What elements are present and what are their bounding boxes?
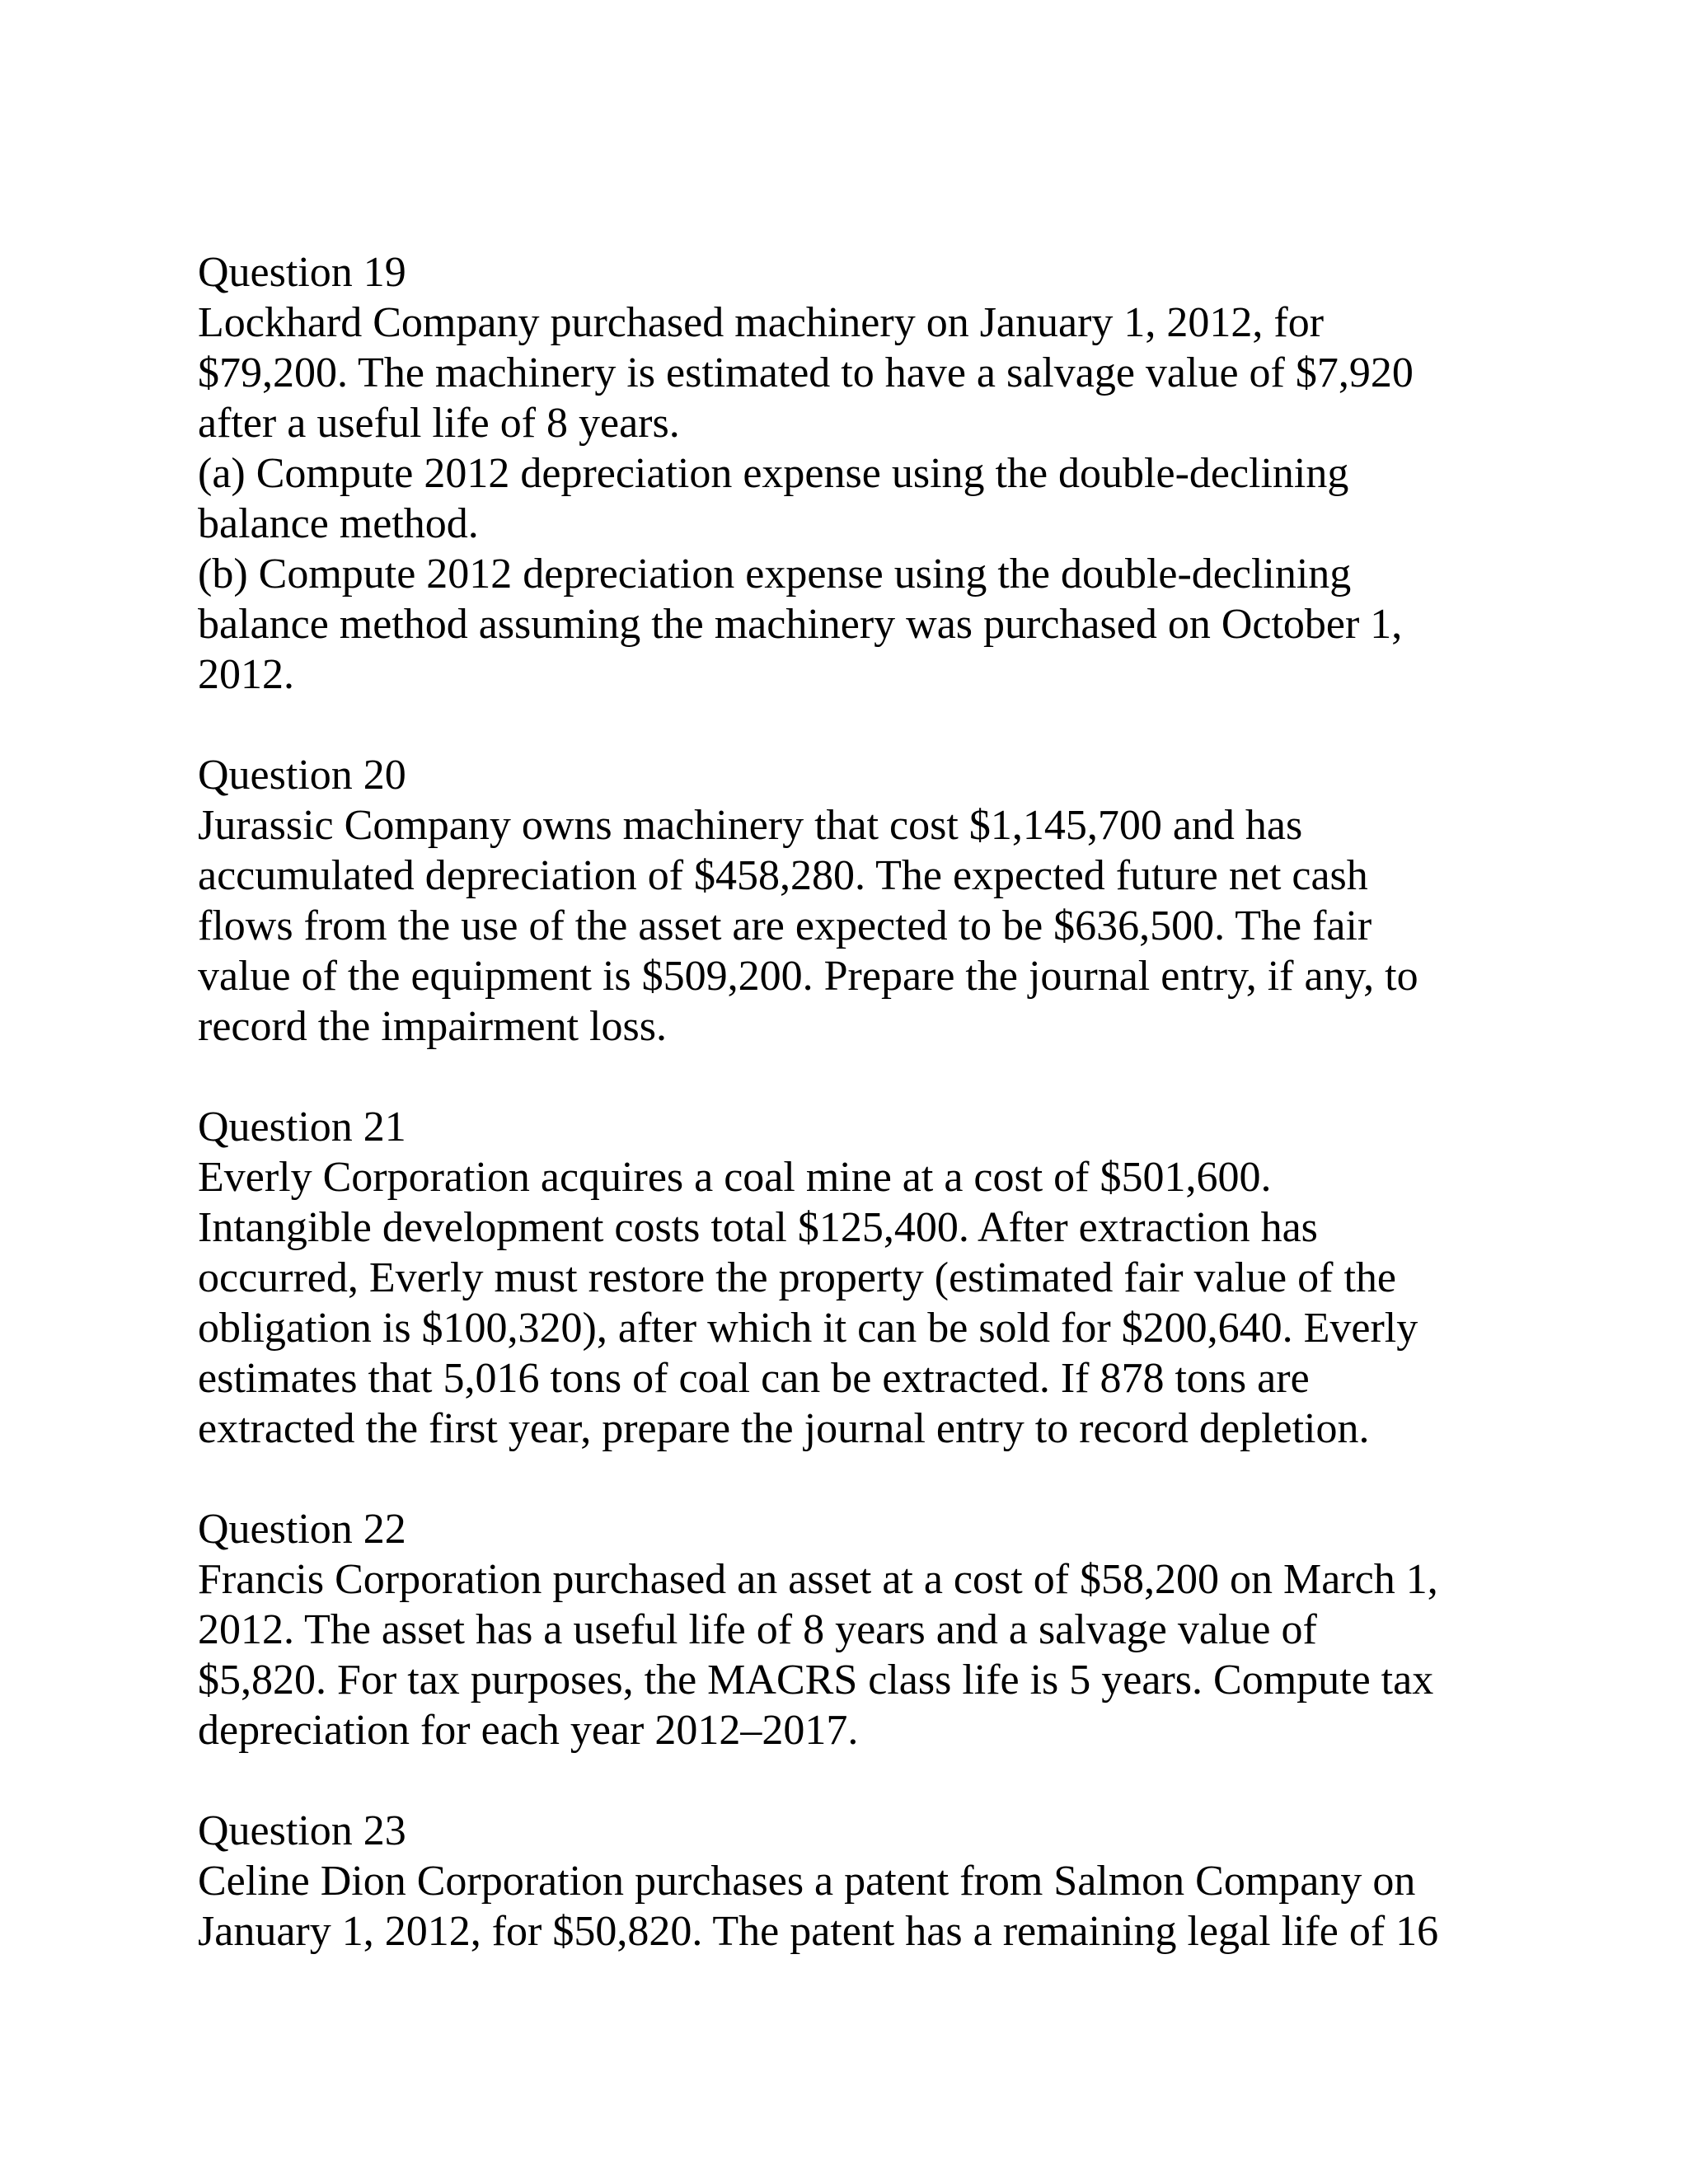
question-text-line: depreciation for each year 2012–2017.	[198, 1707, 859, 1754]
question-text-line: Francis Corporation purchased an asset at a cost of $58,200 on March 1,	[198, 1556, 1438, 1603]
question-22	[198, 1504, 1517, 1755]
question-heading: Question 23	[198, 1807, 406, 1854]
question-text-line: 2012. The asset has a useful life of 8 years and a salvage value of	[198, 1606, 1317, 1653]
question-text-line: flows from the use of the asset are expected to be $636,500. The fair	[198, 902, 1372, 949]
question-text-line: (b) Compute 2012 depreciation expense using the double-declining	[198, 551, 1352, 598]
question-text-line: 2012.	[198, 651, 294, 698]
question-text-line: obligation is $100,320), after which it can be sold for $200,640. Everly	[198, 1305, 1418, 1352]
question-heading: Question 22	[198, 1506, 406, 1553]
question-heading: Question 21	[198, 1104, 406, 1151]
question-text-line: record the impairment loss.	[198, 1003, 667, 1050]
question-21	[198, 1102, 1517, 1454]
question-text-line: Everly Corporation acquires a coal mine at a cost of $501,600.	[198, 1154, 1272, 1201]
question-19	[198, 247, 1517, 700]
document-body	[198, 247, 1517, 2007]
question-text-line: Lockhard Company purchased machinery on January 1, 2012, for	[198, 299, 1325, 346]
question-text-line: Intangible development costs total $125,400. After extraction has	[198, 1204, 1318, 1251]
question-text-line: $5,820. For tax purposes, the MACRS class life is 5 years. Compute tax	[198, 1657, 1434, 1704]
question-text-line: $79,200. The machinery is estimated to have a salvage value of $7,920	[198, 349, 1414, 396]
question-20	[198, 750, 1517, 1052]
question-text-line: balance method.	[198, 500, 479, 547]
question-text-line: occurred, Everly must restore the property (estimated fair value of the	[198, 1254, 1396, 1301]
question-text-line: extracted the first year, prepare the journal entry to record depletion.	[198, 1405, 1370, 1452]
question-text-line: Jurassic Company owns machinery that cost $1,145,700 and has	[198, 802, 1303, 849]
question-text-line: estimates that 5,016 tons of coal can be extracted. If 878 tons are	[198, 1355, 1310, 1402]
question-heading: Question 20	[198, 752, 406, 799]
question-text-line: (a) Compute 2012 depreciation expense using the double-declining	[198, 450, 1349, 497]
question-text-line: after a useful life of 8 years.	[198, 400, 680, 447]
question-text-line: balance method assuming the machinery was purchased on October 1,	[198, 601, 1403, 648]
question-text-line: Celine Dion Corporation purchases a patent from Salmon Company on	[198, 1858, 1416, 1905]
question-text-line: accumulated depreciation of $458,280. The expected future net cash	[198, 852, 1368, 899]
question-23	[198, 1806, 1517, 1957]
question-text-line: value of the equipment is $509,200. Prepare the journal entry, if any, to	[198, 953, 1418, 1000]
question-text-line: January 1, 2012, for $50,820. The patent has a remaining legal life of 16	[198, 1908, 1439, 1955]
question-heading: Question 19	[198, 249, 406, 296]
